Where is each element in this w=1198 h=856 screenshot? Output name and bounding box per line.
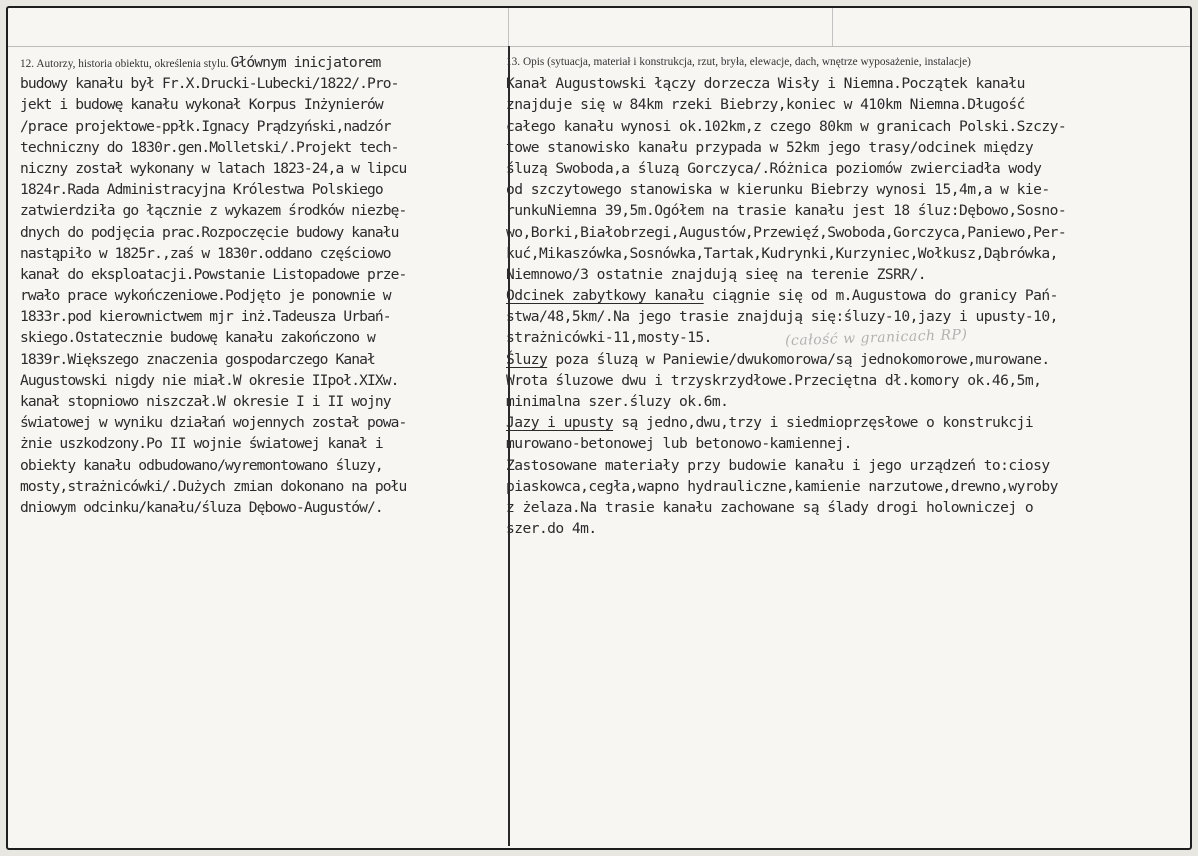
text-line: obiekty kanału odbudowano/wyremontowano śluzy, (20, 456, 383, 474)
handwritten-pencil-note: (całość w granicach RP) (784, 326, 968, 350)
text-line: budowy kanału był Fr.X.Drucki-Lubecki/1822/.Pro- (20, 75, 399, 93)
section-12-body (20, 73, 494, 518)
text-line: Głównym inicjatorem (230, 54, 381, 71)
top-divider-tick (508, 8, 509, 46)
text-line: kuć,Mikaszówka,Sosnówka,Tartak,Kudrynki,Kurzyniec,Wołkusz,Dąbrówka, (506, 244, 1058, 262)
section-12-first-line (20, 52, 494, 73)
text-line: zatwierdziła go łącznie z wykazem środków niezbę- (20, 202, 407, 220)
section-12-header: 12. Autorzy, historia obiektu, określenia stylu. (20, 58, 229, 70)
text-line: techniczny do 1830r.gen.Molletski/.Projekt tech- (20, 138, 399, 156)
text-line: skiego.Ostatecznie budowę kanału zakończono w (20, 329, 375, 347)
section-13-body (506, 73, 1182, 285)
text-line: Zastosowane materiały przy budowie kanału i jego urządzeń to:ciosy (506, 456, 1050, 474)
text-line: piaskowca,cegła,wapno hydrauliczne,kamienie narzutowe,drewno,wyroby (506, 477, 1058, 495)
text-line: /prace projektowe-ppłk.Ignacy Prądzyński,nadzór (20, 117, 391, 135)
text-line: towe stanowisko kanału przypada w 52km jego trasy/odcinek między (506, 138, 1034, 156)
text-line: Wrota śluzowe dwu i trzyskrzydłowe.Przeciętna dł.komory ok.46,5m, (506, 371, 1042, 389)
text-line: niczny został wykonany w latach 1823-24,a w lipcu (20, 159, 407, 177)
text-line: od szczytowego stanowiska w kierunku Biebrzy wynosi 15,4m,a w kie- (506, 181, 1050, 199)
text-line: kanał stopniowo niszczał.W okresie I i II wojny (20, 393, 391, 410)
text-line: stwa/48,5km/.Na jego trasie znajdują się:śluzy-10,jazy i upusty-10, (506, 308, 1058, 326)
text-line: kanał do eksploatacji.Powstanie Listopadowe prze- (20, 265, 407, 283)
paragraph-jazy-materials (506, 433, 1182, 539)
text-line: znajduje się w 84km rzeki Biebrzy,koniec w 410km Niemna.Długość (506, 96, 1025, 114)
text-run: ciągnie się od m.Augustowa do granicy Pań- (703, 287, 1058, 305)
paragraph-sluzy (506, 370, 1182, 412)
text-run: poza śluzą w Paniewie/dwukomorowa/są jednokomorowe,murowane. (547, 350, 1050, 368)
text-line (506, 285, 1182, 306)
card-top-strip (8, 8, 1190, 47)
text-line: Augustowski nigdy nie miał.W okresie IIpoł.XIXw. (20, 371, 399, 389)
text-line: minimalna szer.śluzy ok.6m. (506, 393, 729, 410)
text-line (506, 412, 1182, 433)
text-line: rwało prace wykończeniowe.Podjęto je ponownie w (20, 287, 391, 305)
text-line: jekt i budowę kanału wykonał Korpus Inżynierów (20, 96, 383, 114)
text-line: 1839r.Większego znaczenia gospodarczego Kanał (20, 350, 375, 368)
text-line: śluzą Swoboda,a śluzą Gorczyca/.Różnica poziomów zwierciadła wody (506, 159, 1042, 177)
text-line: dnych do podjęcia prac.Rozpoczęcie budowy kanału (20, 223, 399, 241)
section-13-description (506, 52, 1182, 539)
text-run: są jedno,dwu,trzy i siedmioprzęsłowe o konstrukcji (613, 414, 1034, 432)
text-line: całego kanału wynosi ok.102km,z czego 80km w granicach Polski.Szczy- (506, 117, 1067, 135)
underlined-heading-odcinek: Odcinek zabytkowy kanału (506, 287, 704, 305)
text-line: mosty,strażnicówki/.Dużych zmian dokonano na połu (20, 477, 407, 495)
text-line: 1833r.pod kierownictwem mjr inż.Tadeusza Urbań- (20, 308, 391, 326)
text-line: światowej w wyniku działań wojennych został powa- (20, 414, 407, 432)
text-line: strażnicówki-11,mosty-15. (506, 329, 712, 347)
text-line: z żelaza.Na trasie kanału zachowane są ślady drogi holowniczej o (506, 498, 1034, 516)
text-line: 1824r.Rada Administracyjna Królestwa Polskiego (20, 181, 383, 199)
text-line: murowano-betonowej lub betonowo-kamiennej. (506, 435, 852, 453)
text-line: Niemnowo/3 ostatnie znajdują sieę na terenie ZSRR/. (506, 265, 927, 283)
text-line: nastąpiło w 1825r.,zaś w 1830r.oddano częściowo (20, 244, 391, 262)
section-12-history (20, 52, 494, 518)
text-line: Kanał Augustowski łączy dorzecza Wisły i Niemna.Początek kanału (506, 75, 1025, 93)
text-line: szer.do 4m. (506, 520, 597, 538)
text-line: wo,Borki,Białobrzegi,Augustów,Przewięź,Swoboda,Gorczyca,Paniewo,Per- (506, 223, 1067, 241)
text-line: dniowym odcinku/kanału/śluza Dębowo-Augustów/. (20, 498, 383, 516)
section-13-header: 13. Opis (sytuacja, materiał i konstrukcja, rzut, bryła, elewacje, dach, wnętrze wyposażenie, instalacje) (506, 56, 971, 68)
text-line: żnie uszkodzony.Po II wojnie światowej kanał i (20, 435, 383, 453)
underlined-heading-sluzy: Śluzy (506, 350, 548, 368)
underlined-heading-jazy: Jazy i upusty (506, 414, 614, 432)
text-line: runkuNiemna 39,5m.Ogółem na trasie kanału jest 18 śluz:Dębowo,Sosno- (506, 202, 1067, 220)
top-divider-tick (832, 8, 833, 46)
text-line (506, 349, 1182, 370)
